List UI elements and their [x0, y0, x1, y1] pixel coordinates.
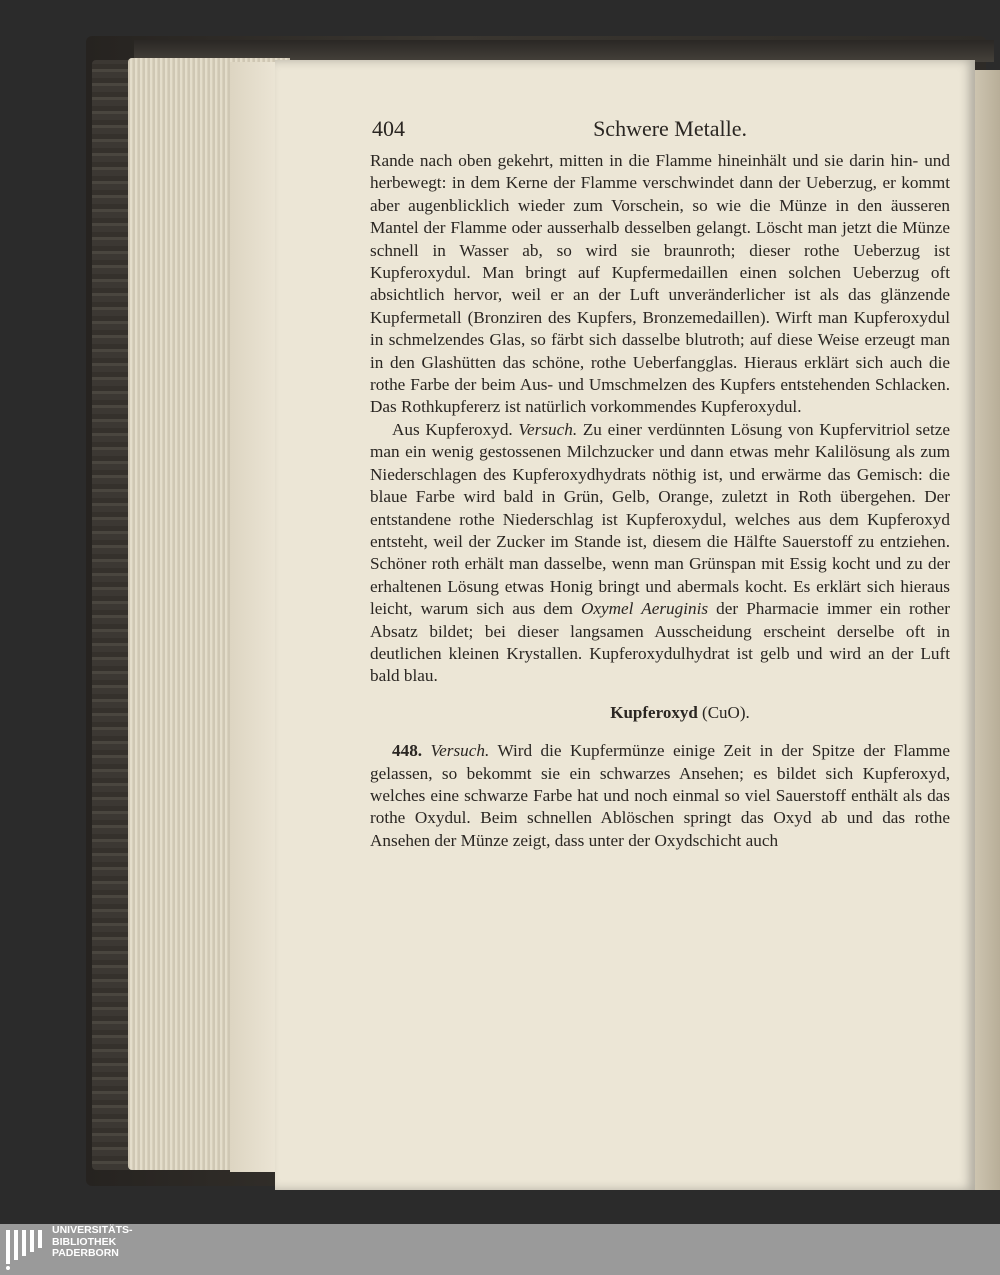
book-page — [275, 60, 975, 1190]
library-name-line-3: PADERBORN — [52, 1247, 119, 1259]
paragraph-2-text-b: der Pharmacie immer ein rother Absatz bildet; bei dieser langsamen Ausscheidung erscheint derselbe oft in deutlichen kleinen Krystallen. Kupferoxydulhydrat ist gelb und wird an der Luft bald blau. — [370, 599, 950, 686]
page-body — [370, 150, 950, 852]
page-header — [372, 116, 747, 142]
running-title: Schwere Metalle. — [593, 116, 747, 141]
paragraph-2-prefix: Aus Kupferoxyd. — [392, 419, 513, 439]
library-footer — [0, 1224, 1000, 1275]
paragraph-2-latin-term: Oxymel Aeruginis — [580, 599, 709, 619]
paragraph-2-versuch: Versuch. — [518, 419, 578, 439]
library-name-line-1: UNIVERSITÄTS- — [52, 1224, 133, 1236]
section-heading — [370, 702, 950, 724]
paragraph-3-versuch: Versuch. — [430, 741, 490, 761]
paragraph-2 — [370, 419, 950, 688]
section-title: Kupferoxyd — [610, 702, 698, 722]
paragraph-3-number: 448. — [392, 741, 423, 761]
library-name-line-2: BIBLIOTHEK — [52, 1235, 117, 1248]
library-name — [52, 1225, 133, 1260]
section-formula: (CuO). — [702, 702, 750, 722]
paragraph-3-text: Wird die Kupfermünze einige Zeit in der Spitze der Flamme gelassen, so bekommt sie ein schwarzes Ansehen; es bildet sich Kupferoxyd, welches eine schwarze Farbe hat und noch einmal so viel Sauerstoff enthält als das rothe Oxydul. Beim schnellen Ablöschen springt das Oxyd ab und das rothe Ansehen der Münze zeigt, dass unter der Oxydschicht auch — [370, 741, 950, 850]
paragraph-2-text-a: Zu einer verdünnten Lösung von Kupfervitriol setze man ein wenig gestossenen Milchzucker und dann etwas mehr Kalilösung als zum Niederschlagen des Kupferoxydhydrats nöthig ist, und erwärme das Gemisch: die blaue Farbe wird bald in Grün, Gelb, Orange, zuletzt in Roth übergehen. Der entstandene rothe Niederschlag ist Kupferoxydul, welches aus dem Kupferoxyd entsteht, weil der Zucker im Stande ist, diesem die Hälfte Sauerstoff zu entziehen. Schöner roth erhält man dasselbe, wenn man Grünspan mit Essig kocht und zu der erhaltenen Lösung etwas Honig bringt und abermals kocht. Es erklärt sich hieraus leicht, warum sich aus dem — [370, 419, 951, 619]
paragraph-1: Rande nach oben gekehrt, mitten in die Flamme hineinhält und sie darin hin- und herbewegt: in dem Kerne der Flamme verschwindet dann der Ueberzug, er kommt aber augenblicklich wieder zum Vorschein, so wie die Münze in den äusseren Mantel der Flamme oder ausserhalb desselben gelangt. Löscht man jetzt die Münze schnell in Wasser ab, so wird sie braunroth; dieser rothe Ueberzug ist Kupferoxydul. Man bringt auf Kupfermedaillen einen solchen Ueberzug oft absichtlich hervor, weil er an der Luft unveränderlicher ist als das glänzende Kupfermetall (Bronziren des Kupfers, Bronzemedaillen). Wirft man Kupferoxydul in schmelzendes Glas, so färbt sich dasselbe blutroth; auf diese Weise erzeugt man in den Glashütten das schöne, rothe Ueberfangglas. Hieraus erklärt sich auch die rothe Farbe der beim Aus- und Umschmelzen des Kupfers entstehenden Schlacken. Das Rothkupfererz ist natürlich vorkommendes Kupferoxydul. — [370, 151, 950, 417]
library-logo-icon — [4, 1228, 48, 1271]
page-number: 404 — [372, 116, 405, 141]
paragraph-3 — [370, 740, 950, 852]
